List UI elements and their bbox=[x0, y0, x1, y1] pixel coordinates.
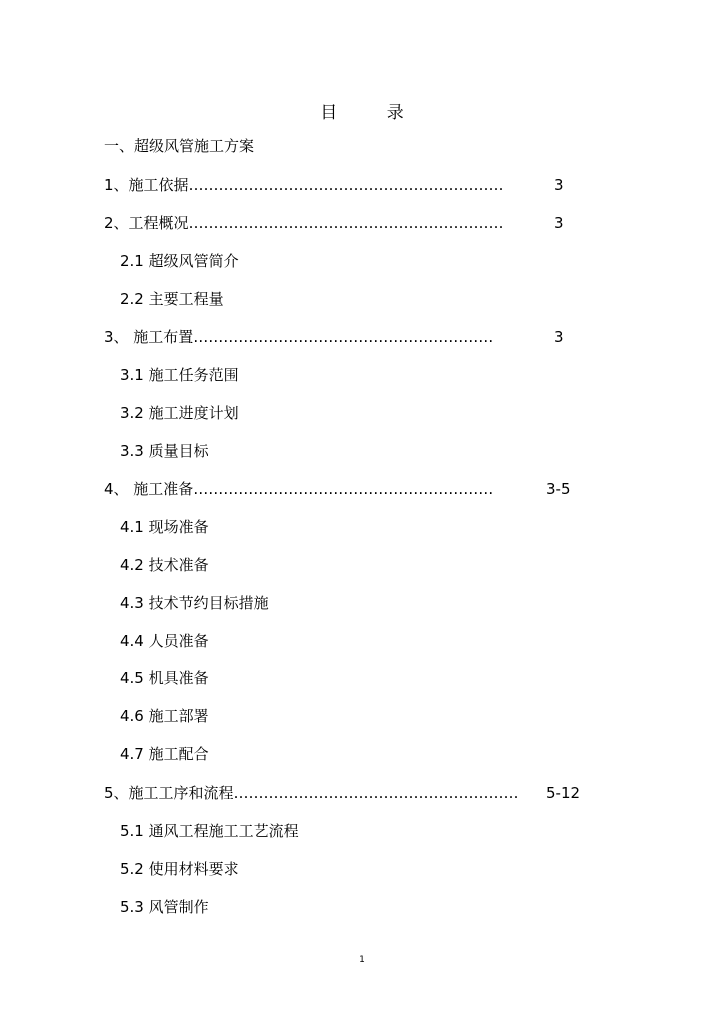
toc-entry[interactable] bbox=[0, 211, 724, 235]
toc-entry[interactable] bbox=[0, 325, 724, 349]
toc-entry-label: 4.1 现场准备 bbox=[120, 518, 209, 536]
toc-entry-label: 3.1 施工任务范围 bbox=[120, 366, 239, 384]
toc-subentry[interactable] bbox=[0, 895, 724, 919]
toc-entry-label: 5.3 风管制作 bbox=[120, 898, 209, 916]
toc-subentry[interactable] bbox=[0, 401, 724, 425]
toc-subentry[interactable] bbox=[0, 819, 724, 843]
toc-entry-label: 5.2 使用材料要求 bbox=[120, 860, 239, 878]
toc-entry-label: 2.2 主要工程量 bbox=[120, 290, 224, 308]
toc-entry-label: 4.5 机具准备 bbox=[120, 669, 209, 687]
toc-subentry[interactable] bbox=[0, 249, 724, 273]
toc-entry-label: 3.2 施工进度计划 bbox=[120, 404, 239, 422]
toc-entry-page: 5-12 bbox=[546, 784, 581, 802]
toc-entry-label: 一、超级风管施工方案 bbox=[104, 137, 255, 155]
toc-subentry[interactable] bbox=[0, 704, 724, 728]
toc-entry-page: 3 bbox=[554, 176, 564, 194]
toc-entry-page: 3 bbox=[554, 328, 564, 346]
toc-subentry[interactable] bbox=[0, 591, 724, 615]
toc-title: 目 录 bbox=[320, 103, 426, 123]
toc-subentry[interactable] bbox=[0, 515, 724, 539]
toc-entry-label: 4、 施工准备…………………………………………………… bbox=[104, 480, 494, 498]
toc-entry-page: 3-5 bbox=[546, 480, 571, 498]
toc-subentry[interactable] bbox=[0, 363, 724, 387]
toc-subentry[interactable] bbox=[0, 553, 724, 577]
toc-entry-label: 4.6 施工部署 bbox=[120, 707, 209, 725]
footer-page-number: 1 bbox=[359, 955, 365, 965]
toc-entry-label: 2、工程概况……………………………………………………… bbox=[104, 214, 504, 232]
toc-entry-label: 4.2 技术准备 bbox=[120, 556, 209, 574]
toc-subentry[interactable] bbox=[0, 742, 724, 766]
toc-entry-section[interactable] bbox=[0, 134, 724, 158]
toc-entry-label: 3.3 质量目标 bbox=[120, 442, 209, 460]
toc-subentry[interactable] bbox=[0, 629, 724, 653]
toc-entry-page: 3 bbox=[554, 214, 564, 232]
toc-entry[interactable] bbox=[0, 477, 724, 501]
toc-entry-label: 4.7 施工配合 bbox=[120, 745, 209, 763]
toc-entry[interactable] bbox=[0, 781, 724, 805]
toc-entry[interactable] bbox=[0, 173, 724, 197]
toc-subentry[interactable] bbox=[0, 287, 724, 311]
toc-subentry[interactable] bbox=[0, 439, 724, 463]
toc-entry-label: 5.1 通风工程施工工艺流程 bbox=[120, 822, 299, 840]
toc-entry-label: 3、 施工布置…………………………………………………… bbox=[104, 328, 494, 346]
toc-entry-label: 1、施工依据……………………………………………………… bbox=[104, 176, 504, 194]
toc-entry-label: 2.1 超级风管简介 bbox=[120, 252, 239, 270]
toc-entry-label: 5、施工工序和流程………………………………………………… bbox=[104, 784, 519, 802]
toc-subentry[interactable] bbox=[0, 857, 724, 881]
toc-entry-label: 4.3 技术节约目标措施 bbox=[120, 594, 269, 612]
toc-subentry[interactable] bbox=[0, 666, 724, 690]
toc-entry-label: 4.4 人员准备 bbox=[120, 632, 209, 650]
